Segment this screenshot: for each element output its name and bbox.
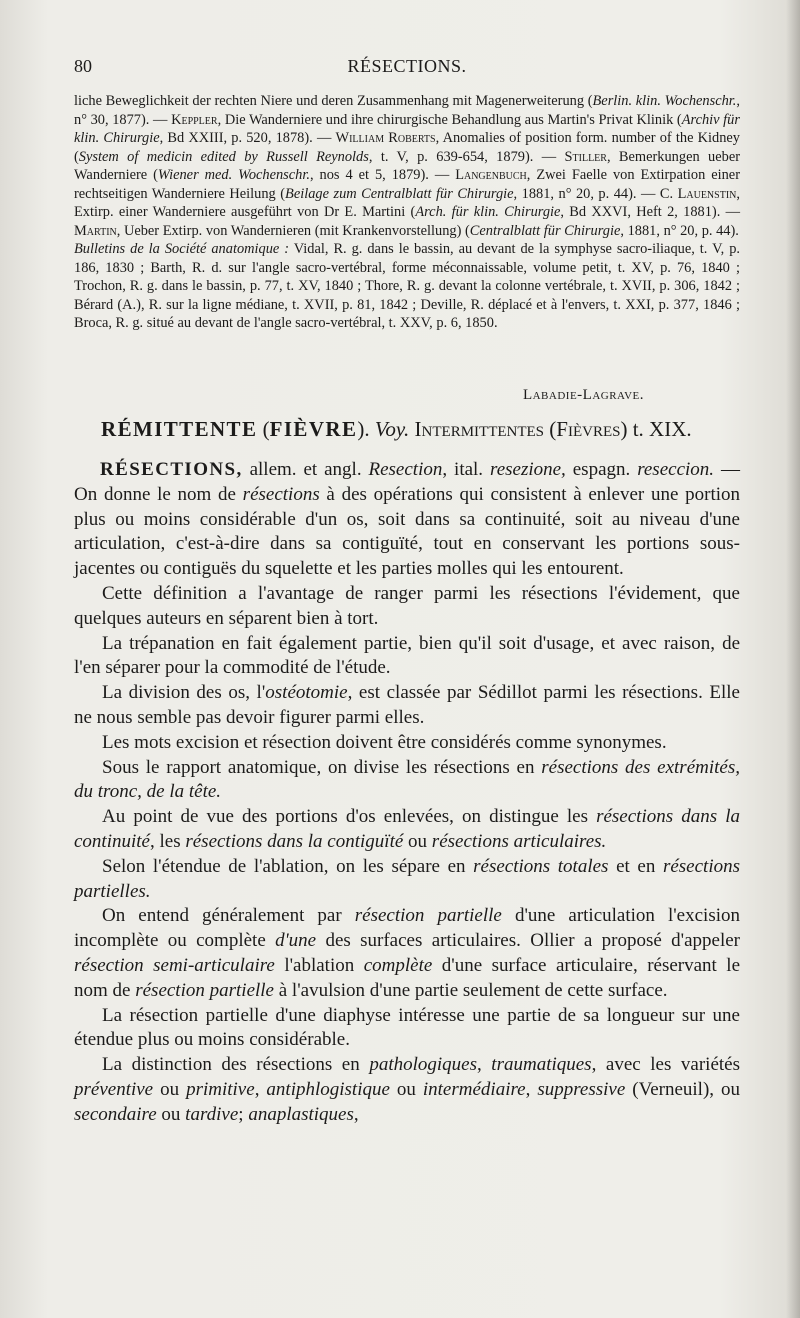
italic-text-run: Arch. für klin. Chirurgie xyxy=(415,204,561,220)
small-caps-name-run: C. Lauenstin xyxy=(659,185,737,202)
running-title: RÉSECTIONS. xyxy=(347,56,467,76)
text-run: à l'avulsion d'une partie seulement de cette surface. xyxy=(274,979,668,1001)
italic-text-run: complète xyxy=(363,954,433,976)
italic-text-run: résections des extrémités, du tronc, de la tête. xyxy=(74,756,740,803)
italic-text-run: résection partielle xyxy=(135,979,274,1001)
article-paragraph xyxy=(74,855,740,905)
remittente-entry xyxy=(101,417,741,442)
text-run: ) t. XIX. xyxy=(620,417,692,441)
text-run: d'une articulation l'excision incomplète ou complète xyxy=(74,905,740,952)
italic-text-run: intermédiaire xyxy=(422,1078,526,1100)
italic-text-run: Beilage zum Centralblatt für Chirurgie xyxy=(285,185,514,202)
text-run: , xyxy=(525,1078,538,1100)
reference-paragraph xyxy=(74,240,740,333)
text-run: , xyxy=(476,1054,492,1076)
small-caps-name-run: Keppler xyxy=(171,111,218,128)
small-caps-name-run: Intermittentes xyxy=(414,417,545,441)
text-run: , est classée par Sédillot parmi les résections. Elle ne nous semble pas devoir figurer parmi elles. xyxy=(74,682,740,728)
italic-text-run: résections dans la continuité xyxy=(74,806,740,852)
article-paragraph xyxy=(74,582,740,632)
italic-text-run: Centralblatt für Chirurgie xyxy=(469,222,621,239)
bibliography-block xyxy=(74,92,740,333)
article-paragraph xyxy=(74,805,740,855)
italic-text-run: résections articulaires. xyxy=(431,830,607,852)
text-run: ou xyxy=(153,1078,187,1100)
italic-text-run: pathologiques xyxy=(369,1054,477,1076)
text-run: Selon l'étendue de l'ablation, on les sépare en xyxy=(102,855,474,877)
author-signature: Labadie-Lagrave. xyxy=(522,387,644,403)
italic-text-run: Archiv für klin. Chirurgie xyxy=(74,111,740,146)
text-run: des surfaces articulaires. Ollier a proposé d'appeler xyxy=(316,930,740,952)
text-run: , Zwei Faelle von Extirpation einer rechtseitigen Wanderniere Heilung ( xyxy=(74,167,740,202)
italic-text-run: préventive xyxy=(74,1078,154,1100)
italic-text-run: résection partielle xyxy=(354,905,502,927)
small-caps-name-run: Martin xyxy=(74,222,117,239)
text-run: , xyxy=(254,1078,267,1100)
small-caps-name-run: Fièvres xyxy=(556,417,621,441)
italic-text-run: reseccion. xyxy=(637,459,715,480)
text-run: Vidal, R. g. dans le bassin, au devant de la symphyse sacro-iliaque, t. V, p. 186, 1830 ; Barth, R. d. sur l'angle sacro-vertébral, forme méconnaissable, volume petit, t. XV, p. 76, 1840 ; Trochon, R. g. dans le bassin, p. 77, t. XV, 1840 ; Thore, R. g. devant la colonne vertébrale, t. XVII, p. 306, 1842 ; Bérard (A.), R. sur la ligne médiane, t. XVII, p. 81, 1842 ; Deville, R. déplacé et à l'envers, t. XXI, p. 377, 1846 ; Broca, R. g. situé au devant de l'angle sacro-vertébral, t. XXV, p. 6, 1850. xyxy=(74,241,740,331)
page-gutter-shadow xyxy=(786,0,800,1318)
italic-text-run: Berlin. klin. Wochenschr. xyxy=(592,93,737,109)
italic-text-run: Voy. xyxy=(374,417,410,441)
italic-text-run: résection semi-articulaire xyxy=(74,954,275,976)
text-run: Cette définition a l'avantage de ranger parmi les résections l'évidement, que quelques auteurs en séparent bien à tort. xyxy=(74,582,740,629)
text-run: ou xyxy=(156,1103,186,1125)
text-run: , avec les variétés xyxy=(591,1054,740,1076)
small-caps-name-run: Stiller xyxy=(564,148,607,165)
text-run: Sous le rapport anatomique, on divise les résections en xyxy=(102,756,542,778)
text-run: , xyxy=(353,1103,359,1125)
article-paragraph xyxy=(74,681,740,731)
italic-text-run: System of medicin edited by Russell Reynolds xyxy=(78,148,369,165)
italic-text-run: Resection xyxy=(368,459,443,480)
text-run: , Bd XXIII, p. 520, 1878). — xyxy=(159,130,336,146)
italic-text-run: anaplastiques xyxy=(248,1103,354,1125)
text-run: (Verneuil), ou xyxy=(625,1078,741,1100)
italic-text-run: résections partielles. xyxy=(74,855,740,902)
italic-text-run: Bulletins de la Société anatomique : xyxy=(74,241,290,257)
article-paragraph xyxy=(74,632,740,682)
text-run: , Extirp. einer Wanderniere ausgeführt von Dr E. Martini ( xyxy=(74,185,740,220)
text-run: , n° 30, 1877). — xyxy=(74,93,741,128)
text-run: Les mots excision et résection doivent être considérés comme synonymes. xyxy=(102,731,667,753)
text-run: , Die Wanderniere und ihre chirurgische Behandlung aus Martin's Privat Klinik ( xyxy=(217,111,682,128)
text-run: On entend généralement par xyxy=(102,905,355,927)
text-run: ( xyxy=(544,417,557,441)
text-run: , Bd XXVI, Heft 2, 1881). — xyxy=(560,204,740,220)
italic-text-run: résections totales xyxy=(473,855,609,877)
italic-text-run: suppressive xyxy=(537,1078,626,1100)
small-caps-name-run: Langenbuch xyxy=(455,167,527,183)
italic-text-run: tardive xyxy=(185,1103,239,1125)
text-run: à des opérations qui consistent à enlever une portion plus ou moins considérable d'un os, soit dans sa continuité, soit au niveau d'une articulation, c'est-à-dire dans sa contiguïté, tout en conservant les portions sous-jacentes ou contiguës du squelette et les parties molles qui les entourent. xyxy=(74,483,740,580)
italic-text-run: d'une xyxy=(275,930,317,952)
article-body xyxy=(74,458,740,1128)
italic-text-run: primitive xyxy=(186,1078,255,1100)
italic-text-run: traumatiques xyxy=(491,1054,592,1076)
italic-text-run: résections dans la contiguïté xyxy=(185,830,404,852)
text-run: , t. V, p. 639-654, 1879). — xyxy=(368,148,565,165)
text-run: ( xyxy=(257,417,270,441)
text-run: ; xyxy=(238,1103,249,1125)
italic-text-run: ostéotomie xyxy=(265,682,348,704)
italic-text-run: antiphlogistique xyxy=(266,1078,390,1100)
text-run: allem. et angl. xyxy=(242,459,369,480)
text-run: ). xyxy=(357,417,375,441)
text-run: ou xyxy=(389,1078,423,1100)
page-number: 80 xyxy=(74,56,92,76)
article-paragraph xyxy=(74,1053,740,1127)
text-run: , les xyxy=(149,830,186,852)
italic-text-run: Wiener med. Wochenschr. xyxy=(157,167,310,183)
text-run: , ital. xyxy=(442,459,490,480)
text-run: , Anomalies of position form. number of the Kidney ( xyxy=(74,130,740,165)
text-run: Au point de vue des portions d'os enlevées, on distingue les xyxy=(102,806,597,828)
text-run: l'ablation xyxy=(274,954,364,976)
text-run: La division des os, l' xyxy=(102,682,266,704)
italic-text-run: secondaire xyxy=(74,1103,157,1125)
text-run: espagn. xyxy=(565,459,638,480)
text-run: La trépanation en fait également partie, bien qu'il soit d'usage, et avec raison, de l'en séparer pour la commodité de l'étude. xyxy=(74,632,740,679)
text-run: liche Beweglichkeit der rechten Niere und deren Zusammenhang mit Magenerweiterung ( xyxy=(74,93,593,109)
bold-heading-run: FIÈVRE xyxy=(269,417,358,441)
text-run: La résection partielle d'une diaphyse intéresse une partie de sa longueur sur une étendue plus ou moins considérable. xyxy=(74,1004,740,1051)
article-paragraph xyxy=(74,756,740,806)
bold-heading-run: RÉSECTIONS, xyxy=(100,459,243,480)
article-paragraph xyxy=(74,458,740,582)
article-paragraph xyxy=(74,731,740,756)
running-header xyxy=(74,56,740,82)
text-run: — On donne le nom de xyxy=(74,459,740,505)
reference-paragraph xyxy=(74,92,740,240)
text-run: , nos 4 et 5, 1879). — xyxy=(309,167,456,183)
text-run: , 1881, n° 20, p. 44). xyxy=(620,222,739,239)
text-run: et en xyxy=(608,855,663,877)
text-run: , 1881, n° 20, p. 44). — xyxy=(513,185,660,202)
text-run: ou xyxy=(403,830,432,852)
small-caps-name-run: William Roberts xyxy=(335,130,436,146)
article-paragraph xyxy=(74,904,740,1003)
text-run: La distinction des résections en xyxy=(102,1054,370,1076)
text-run: , Ueber Extirp. von Wandernieren (mit Krankenvorstellung) ( xyxy=(116,222,470,239)
bold-heading-run: RÉMITTENTE xyxy=(101,417,258,441)
text-run: d'une surface articulaire, réservant le nom de xyxy=(74,954,741,1001)
text-run: , Bemerkungen ueber Wanderniere ( xyxy=(74,148,740,183)
italic-text-run: résections xyxy=(242,483,320,505)
italic-text-run: resezione, xyxy=(490,459,566,480)
article-paragraph xyxy=(74,1004,740,1054)
